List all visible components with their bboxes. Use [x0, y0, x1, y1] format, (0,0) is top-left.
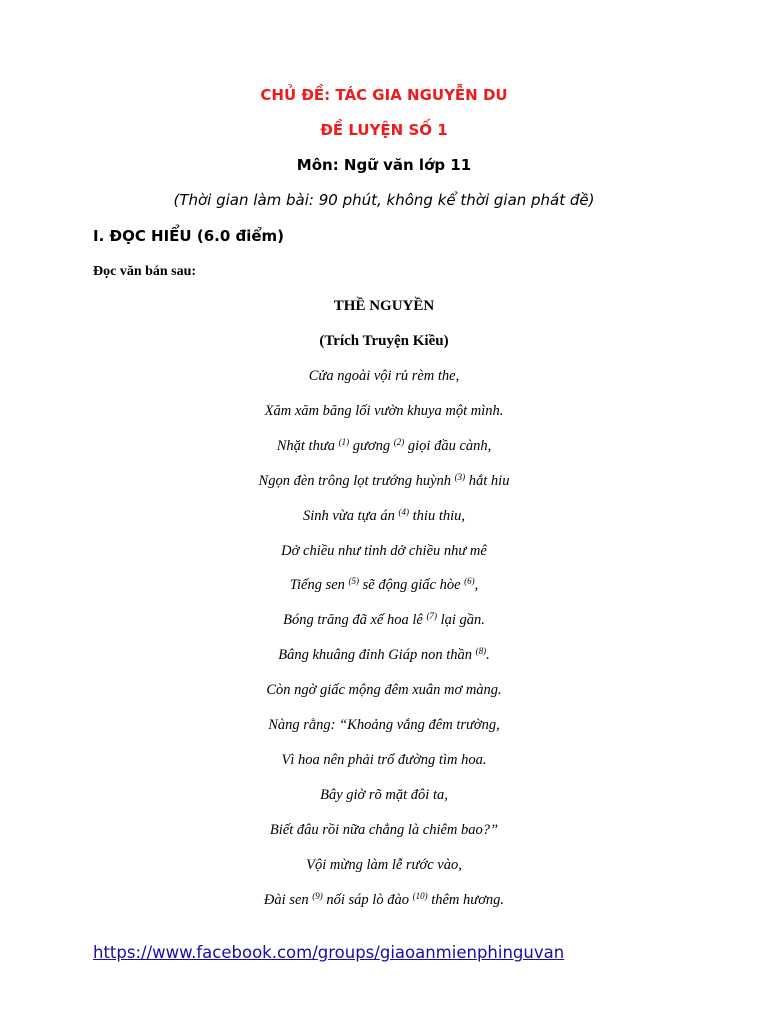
- poem-verse-line: [0, 368, 768, 385]
- footnote-marker: (9): [312, 890, 323, 901]
- verse-text: Đài sen: [263, 891, 313, 908]
- verse-text: Vì hoa nên phải trổ đường tìm hoa.: [281, 751, 487, 768]
- footnote-marker: (5): [348, 576, 360, 587]
- verse-text: thiu thiu,: [409, 507, 466, 524]
- verse-text: Biết đâu rồi nữa chẳng là chiêm bao?”: [269, 821, 499, 838]
- verse-text: ,: [474, 577, 479, 594]
- poem-verse-line: [0, 822, 768, 839]
- footnote-marker: (4): [398, 506, 410, 517]
- footnote-marker: (10): [412, 890, 428, 901]
- time-note: (Thời gian làm bài: 90 phút, không kể thời gian phát đề): [173, 191, 595, 209]
- verse-text: Nhặt thưa: [276, 437, 339, 454]
- poem-verse-line: [0, 857, 768, 874]
- poem-verse-line: [0, 612, 768, 629]
- poem-verse-line: [0, 508, 768, 525]
- poem-verse-line: [0, 647, 768, 664]
- verse-text: Bóng trăng đã xế hoa lê: [283, 612, 427, 629]
- topic-heading: CHỦ ĐỀ: TÁC GIA NGUYỄN DU: [260, 86, 508, 104]
- poem-verse-line: [0, 892, 768, 909]
- verse-text: .: [486, 647, 490, 664]
- verse-text: nối sáp lò đào: [322, 891, 413, 908]
- poem-subtitle: (Trích Truyện Kiều): [319, 333, 449, 349]
- verse-text: giọi đầu cành,: [404, 437, 492, 454]
- poem-title: THỀ NGUYỀN: [333, 298, 435, 314]
- subject-heading: Môn: Ngữ văn lớp 11: [296, 156, 472, 174]
- verse-text: Sinh vừa tựa án: [302, 507, 399, 524]
- verse-text: Cửa ngoài vội rủ rèm the,: [308, 368, 460, 384]
- footnote-marker: (3): [454, 471, 466, 482]
- poem-verse-line: [0, 682, 768, 699]
- verse-text: Ngọn đèn trông lọt trướng huỳnh: [258, 472, 455, 489]
- verse-text: Còn ngờ giấc mộng đêm xuân mơ màng.: [266, 682, 502, 699]
- exam-heading: ĐỀ LUYỆN SỐ 1: [320, 121, 448, 139]
- poem-verse-line: [0, 473, 768, 490]
- poem-verse-line: [0, 543, 768, 560]
- footnote-marker: (2): [393, 436, 405, 447]
- section-title: I. ĐỌC HIỂU (6.0 điểm): [93, 227, 285, 245]
- poem-verse-line: [0, 752, 768, 769]
- footnote-marker: (6): [464, 576, 475, 587]
- verse-text: hắt hiu: [465, 472, 510, 489]
- verse-text: sẽ động giấc hòe: [359, 577, 465, 594]
- facebook-group-link[interactable]: https://www.facebook.com/groups/giaoanmienphinguvan: [93, 943, 565, 962]
- verse-text: gương: [349, 437, 394, 454]
- verse-text: Nàng rằng: “Khoảng vắng đêm trường,: [268, 717, 500, 733]
- poem-verse-line: [0, 577, 768, 594]
- poem-verse-line: [0, 438, 768, 455]
- poem-verse-line: [0, 717, 768, 734]
- verse-text: Dở chiều như tỉnh dở chiều như mê: [281, 542, 487, 559]
- verse-text: Xăm xăm băng lối vườn khuya một mình.: [264, 402, 504, 419]
- poem-verse-line: [0, 403, 768, 420]
- verse-text: Vội mừng làm lễ rước vào,: [306, 856, 462, 873]
- verse-text: thêm hương.: [427, 891, 505, 908]
- reading-instruction: Đọc văn bán sau:: [93, 264, 197, 279]
- verse-text: lại gần.: [436, 612, 485, 629]
- verse-text: Bâng khuâng đỉnh Giáp non thần: [278, 647, 476, 664]
- poem-verse-line: [0, 787, 768, 804]
- footnote-marker: (1): [338, 436, 350, 447]
- footnote-marker: (8): [475, 646, 487, 657]
- verse-text: Bây giờ rõ mặt đôi ta,: [320, 786, 448, 803]
- verse-text: Tiếng sen: [289, 577, 349, 594]
- footnote-marker: (7): [426, 611, 437, 622]
